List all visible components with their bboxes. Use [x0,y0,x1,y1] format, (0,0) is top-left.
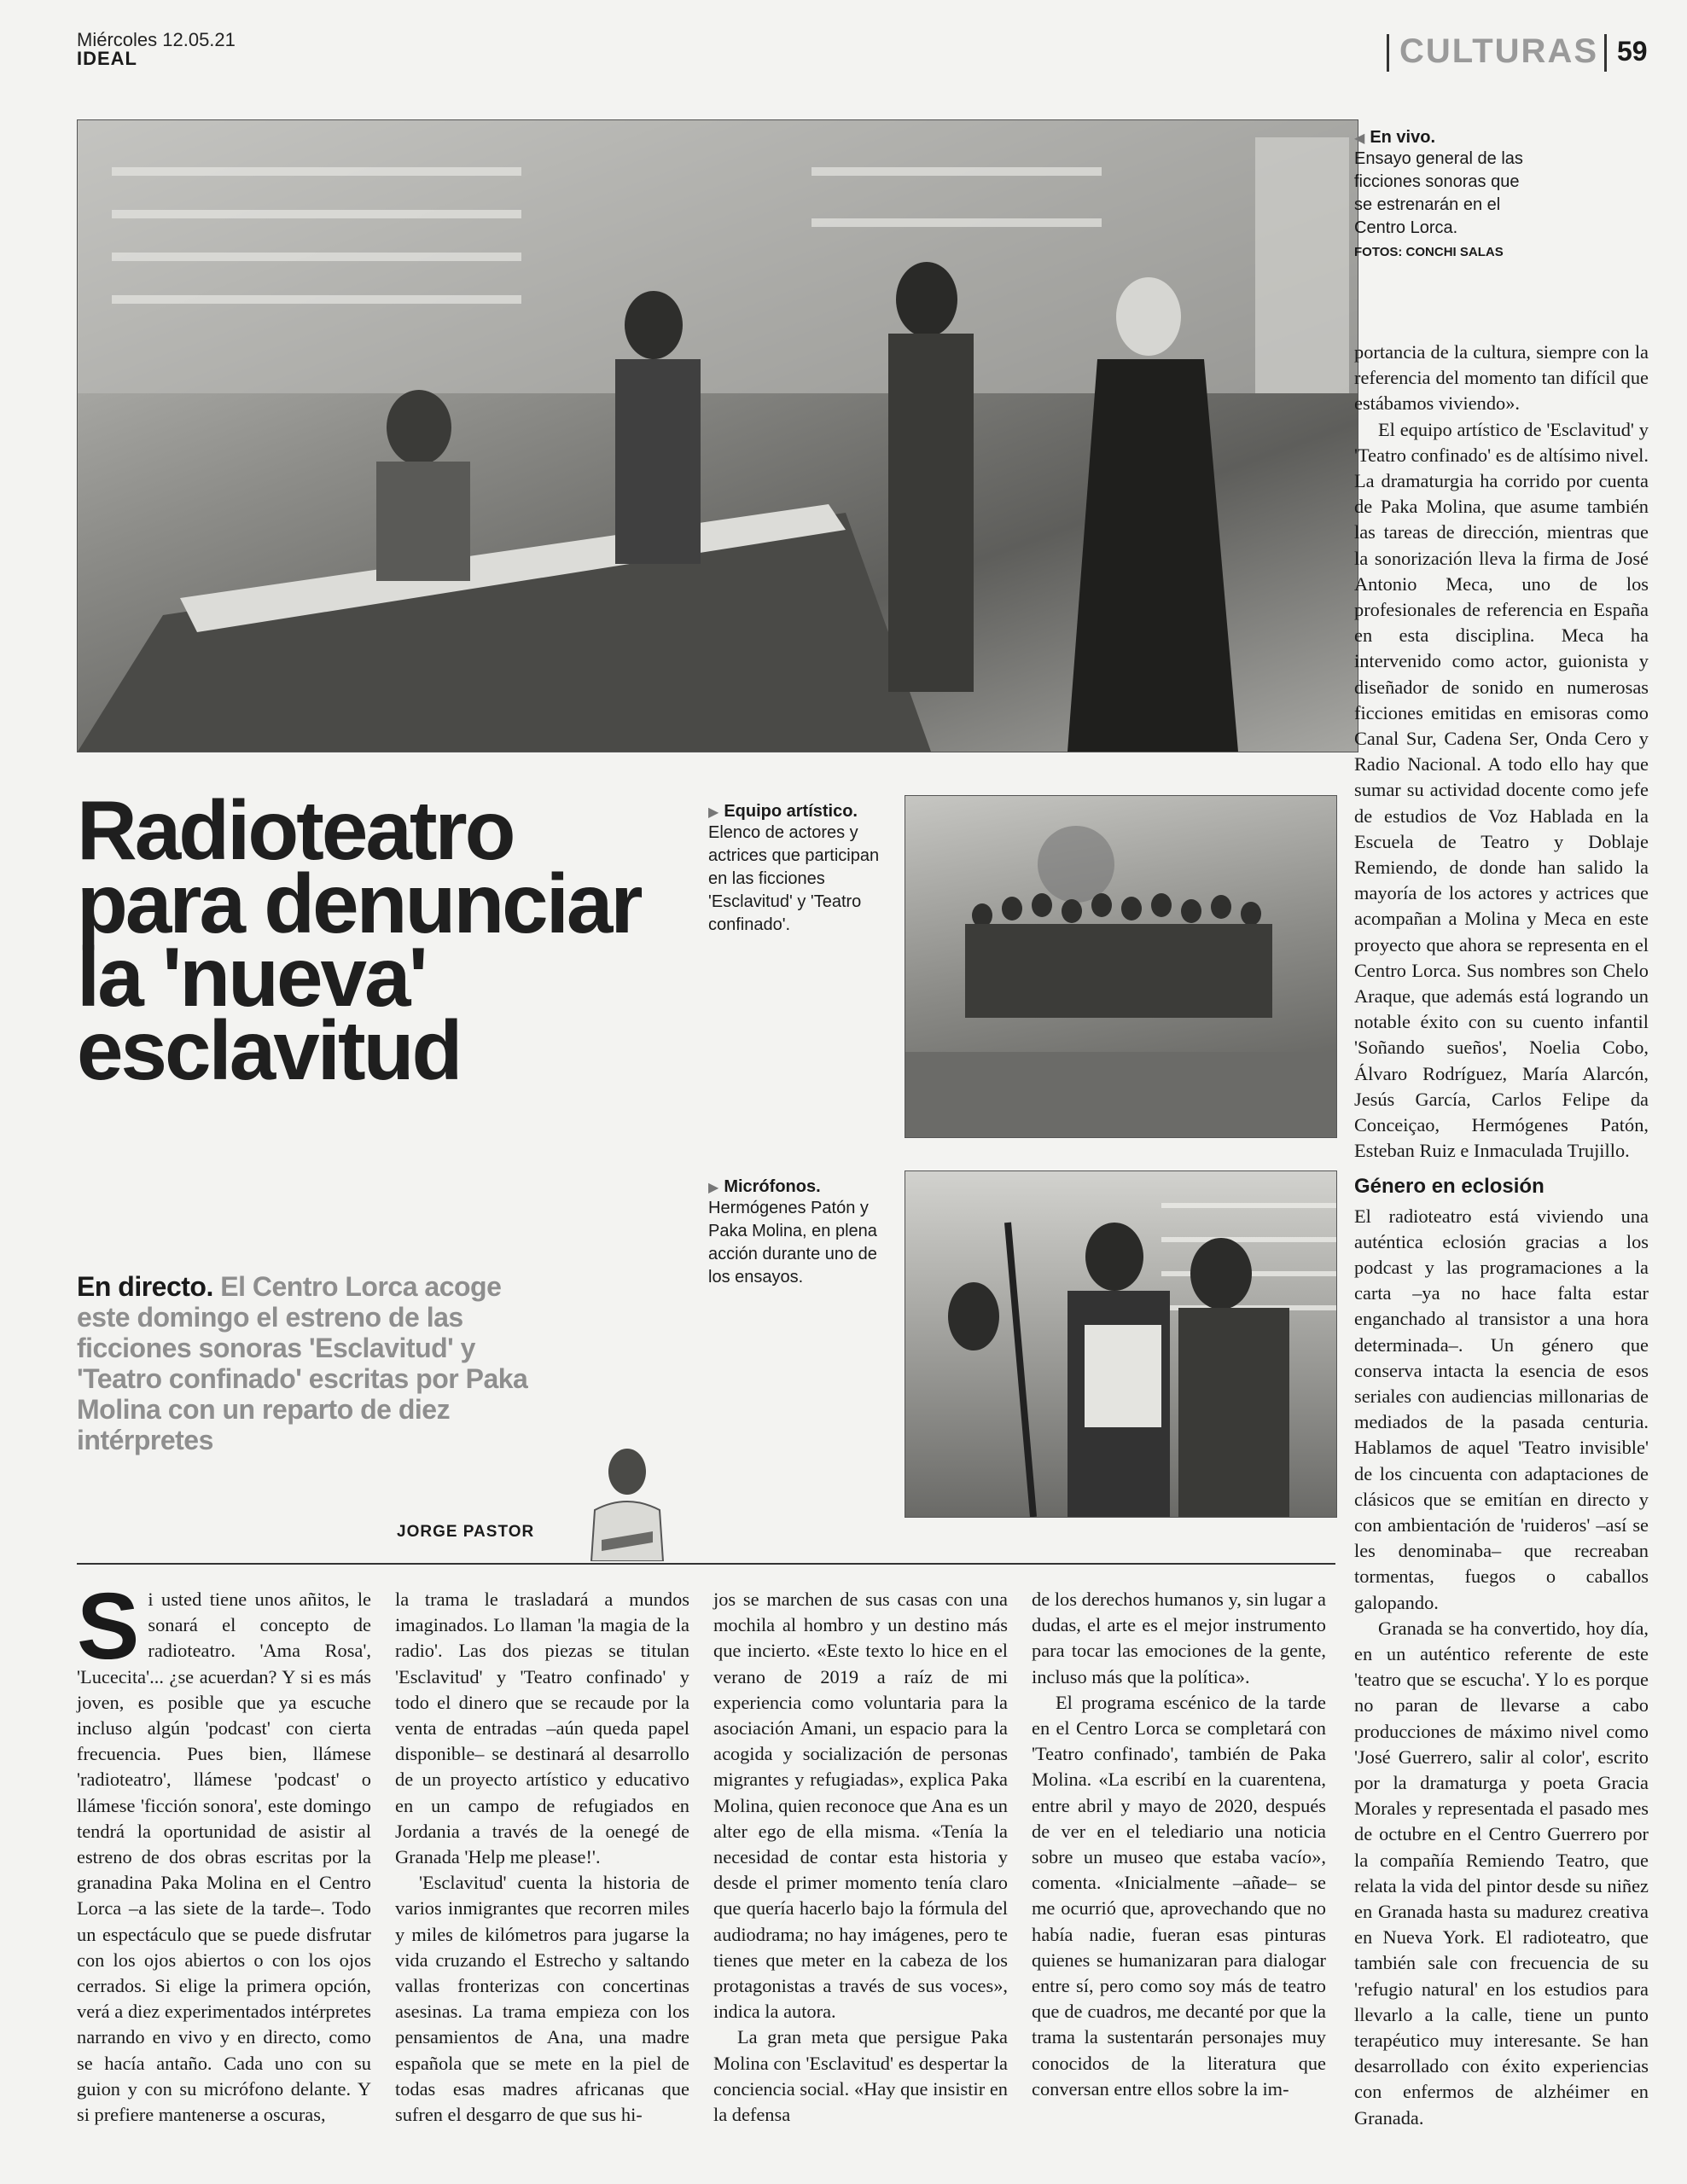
caption-mics-kicker: Micrófonos. [724,1177,821,1196]
subheading: Género en eclosión [1354,1174,1544,1198]
body-paragraph: El equipo artístico de 'Esclavitud' y 'Teatro confinado' es de altísimo nivel. La dramaturgia ha corrido por cuenta de Paka Molina, que asume también las tareas de dirección, mientras que la sonorización lleva la firma de José Antonio Meca, uno de los profesionales de referencia en España en esta disciplina. Meca ha intervenido como actor, guionista y diseñador de sonido en numerosas ficciones emitidas en emisoras como Canal Sur, Cadena Ser, Onda Cero y Radio Nacional. A todo ello hay que sumar su actividad docente como jefe de estudios de Voz Hablada en la Escuela de Teatro y Doblaje Remiendo, de donde han salido la mayoría de los actores y actrices que acompañan a Molina y Meca en este proyecto que ahora se representa en el Centro Lorca. Sus nombres son Chelo Araque, que además está logrando un notable éxito con su cuento infantil 'Soñando sueños', Noelia Cobo, Álvaro Rodríguez, María Alarcón, Jesús García, Carlos Felipe da Conceiçao, Hermógenes Patón, Esteban Ruiz e Inmaculada Trujillo. [1354,418,1649,1162]
caption-mics [708,1177,887,1289]
caption-pointer-icon: ▶ [708,1181,719,1195]
mics-photo [905,1170,1337,1518]
author-photo [585,1442,670,1561]
header-paper: IDEAL [77,48,137,69]
body-paragraph: La gran meta que persigue Paka Molina con 'Esclavitud' es despertar la conciencia social. «Hay que insistir en la defensa [713,2026,1008,2126]
caption-main-kicker: En vivo. [1370,128,1436,147]
header-divider-right [1604,34,1607,72]
caption-mics-text: Hermógenes Patón y Paka Molina, en plena acción durante uno de los ensayos. [708,1199,877,1287]
body-paragraph: El programa escénico de la tarde en el Centro Lorca se completará con 'Teatro confinado', también de Paka Molina. «La escribí en la cuarentena, entre abril y mayo de 2020, después de ver en el telediario una noticia sobre un museo que estaba vacío», comenta. «Inicialmente –añade– se me ocurrió que, aprovechando que no había nadie, fueran esas pinturas quienes se humanizaran para dialogar entre sí, pero como soy más de teatro que de cuadros, me decanté por que la trama la sustentarán personajes muy conocidos de la literatura que conversan entre ellos sobre la im- [1032,1691,1326,2100]
section-title: CULTURAS [1399,32,1599,70]
headline-line-2: para denunciar [77,857,641,950]
caption-cast-text: Elenco de actores y actrices que participan en las ficciones 'Esclavitud' y 'Teatro confinado'. [708,823,880,934]
headline-line-4: esclavitud [77,1003,461,1097]
caption-pointer-icon: ◀ [1354,131,1365,146]
body-column-4 [1032,1587,1326,2102]
body-paragraph: 'Esclavitud' cuenta la historia de varios inmigrantes que recorren miles y miles de kilómetros para jugarse la vida cruzando el Estrecho y saltando vallas fronterizas con concertinas asesinas. La trama empieza con los pensamientos de Ana, una madre española que se mete en la piel de todas esas madres africanas que sufren el desgarro de que sus hi- [395,1872,689,2126]
body-paragraph: portancia de la cultura, siempre con la referencia del momento tan difícil que estábamos viviendo». [1354,341,1649,415]
photo-credit: FOTOS: CONCHI SALAS [1354,245,1504,259]
page-number: 59 [1617,36,1648,67]
deck [77,1271,555,1455]
body-paragraph: i usted tiene unos añitos, le sonará el concepto de radioteatro. 'Ama Rosa', 'Lucecita'... ¿se acuerdan? Y si es más joven, es posible que ya escuche incluso algún 'podcast' con cierta frecuencia. Pues bien, llámese 'radioteatro', llámese 'podcast' o llámese 'ficción sonora', este domingo tendrá la oportunidad de asistir al estreno de dos obras escritas por la granadina Paka Molina en el Centro Lorca –a las siete de la tarde–. Todo un espectáculo que se puede disfrutar con los ojos abiertos o con los ojos cerrados. Si elige la primera opción, verá a diez experimentados intérpretes narrando en vivo y en directo, como se hacía antaño. Cada uno con su guion y con su micrófono delante. Y si prefiere mantenerse a oscuras, [77,1589,371,2126]
caption-main-text: Ensayo general de las ficciones sonoras que se estrenarán en el Centro Lorca. [1354,149,1523,237]
main-photo [77,119,1358,752]
body-column-3 [713,1587,1008,2128]
dropcap: S [77,1574,140,1679]
body-column-2 [395,1587,689,2128]
body-rule [77,1563,1335,1565]
caption-cast-kicker: Equipo artístico. [724,802,858,821]
body-paragraph: Granada se ha convertido, hoy día, en un auténtico referente de este 'teatro que se escucha'. Y lo es porque no paran de llevarse a cabo producciones de máximo nivel como 'José Guerrero, salir al color', escrito por la dramaturga y poeta Gracia Morales y representada el pasado mes de octubre en el Centro Guerrero por la compañía Remiendo Teatro, que relata la vida del pintor desde su niñez en Granada hasta su madurez creativa en Nueva York. El radioteatro, que también sale con frecuencia de su 'refugio natural' en los estudios para llevarlo a la calle, tiene un punto terapéutico muy interesante. Se han desarrollado con éxito experiencias con enfermos de alzhéimer en Granada. [1354,1617,1649,2129]
body-paragraph: El radioteatro está viviendo una auténtica eclosión gracias a los podcast y las programaciones a la carta –ya no hace falta estar enganchado al transistor a una hora determinada–. Un género que conserva intacta la esencia de esos seriales con audiencias millonarias de mediados de la pasada centuria. Hablamos de aquel 'Teatro invisible' de los cincuenta con adaptaciones de clásicos que se emitían en directo y con ambientación de 'ruideros' –así se les denominaba– que recreaban tormentas, fuegos o caballos galopando. [1354,1205,1649,1613]
body-column-5 [1354,340,1649,2131]
cast-photo [905,795,1337,1138]
body-paragraph: jos se marchen de sus casas con una mochila al hombro y un destino más que incierto. «Este texto lo hice en el verano de 2019 a raíz de mi experiencia como voluntaria para la asociación Amani, un espacio para la acogida y socialización de personas migrantes y refugiadas», explica Paka Molina, quien reconoce que Ana es un alter ego de ella misma. «Tenía la necesidad de contar esta historia y desde el primer momento tenía claro que quería hacerlo bajo la fórmula del audiodrama; no hay imágenes, pero te tienes que meter en la cabeza de los protagonistas a través de sus voces», indica la autora. [713,1589,1008,2023]
headline [77,783,641,1097]
headline-line-3: la 'nueva' [77,930,426,1024]
headline-line-1: Radioteatro [77,783,514,877]
body-paragraph: de los derechos humanos y, sin lugar a dudas, el arte es el mejor instrumento para tocar las emociones de la gente, incluso más que la política». [1032,1589,1326,1687]
caption-pointer-icon: ▶ [708,805,719,820]
caption-cast [708,802,887,937]
body-column-1 [77,1574,371,2128]
header-date: Miércoles 12.05.21 [77,29,236,50]
deck-text: El Centro Lorca acoge este domingo el estreno de las ficciones sonoras 'Esclavitud' y 'Teatro confinado' escritas por Paka Molina con un reparto de diez intérpretes [77,1271,528,1455]
deck-kicker: En directo. [77,1271,213,1302]
header-divider-left [1387,34,1389,72]
caption-main [1354,128,1525,259]
body-paragraph: la trama le trasladará a mundos imaginados. Lo llaman 'la magia de la radio'. Las dos piezas se titulan 'Esclavitud' y 'Teatro confinado' y todo el dinero que se recaude por la venta de entradas –aún queda papel disponible– se destinará al desarrollo de un proyecto artístico y educativo en un campo de refugiados en Jordania a través de la oenegé de Granada 'Help me please!'. [395,1589,689,1868]
byline: JORGE PASTOR [397,1523,535,1541]
